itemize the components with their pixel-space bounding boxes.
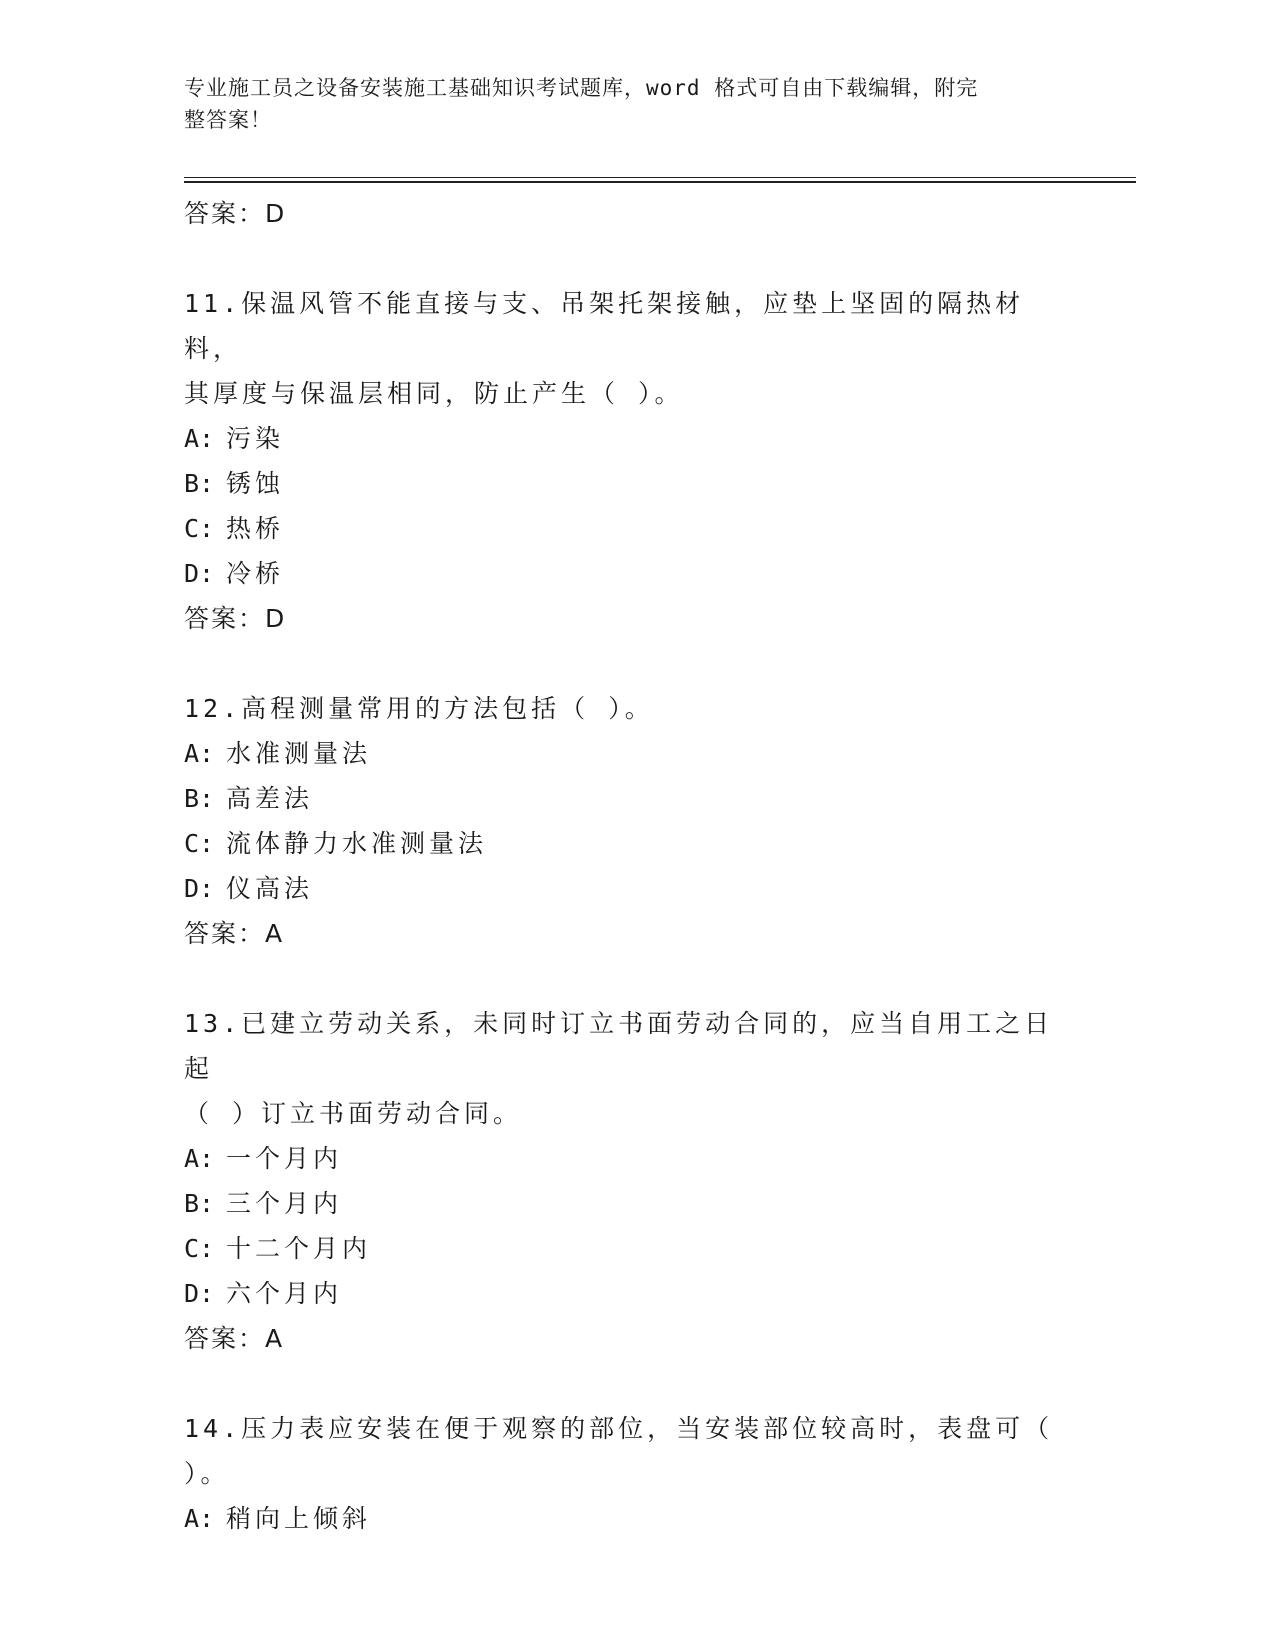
question-spacer [184, 956, 1064, 1001]
question-block [184, 686, 1064, 956]
option-text: 冷桥 [226, 559, 285, 588]
question-stem-line: 12.高程测量常用的方法包括（ ）。 [184, 694, 654, 723]
option-text: 一个月内 [226, 1144, 343, 1173]
question-block [184, 1406, 1064, 1541]
option-row [184, 416, 1064, 461]
option-row [184, 866, 1064, 911]
header-line-2: 整答案！ [184, 108, 272, 132]
option-row [184, 731, 1064, 776]
question-stem-line: ）。 [184, 1459, 230, 1488]
answer-value: A [265, 1324, 285, 1353]
question-stem-line: （ ）订立书面劳动合同。 [184, 1099, 523, 1128]
option-label: D: [184, 1279, 215, 1308]
option-text: 污染 [226, 424, 285, 453]
option-row [184, 1496, 1064, 1541]
option-label: A: [184, 1504, 215, 1533]
option-label: B: [184, 1189, 215, 1218]
answer-line [184, 911, 1064, 956]
option-label: A: [184, 739, 215, 768]
option-text: 六个月内 [226, 1279, 343, 1308]
option-text: 热桥 [226, 514, 285, 543]
question-stem-line: 其厚度与保温层相同，防止产生（ ）。 [184, 379, 684, 408]
option-text: 十二个月内 [226, 1234, 372, 1263]
option-label: A: [184, 1144, 215, 1173]
option-row [184, 1136, 1064, 1181]
header-divider-thick [184, 181, 1136, 183]
option-row [184, 1271, 1064, 1316]
questions-container [184, 236, 1064, 1541]
answer-line [184, 596, 1064, 641]
header-divider-thin [184, 177, 1136, 178]
option-label: C: [184, 829, 215, 858]
option-label: C: [184, 514, 215, 543]
option-text: 三个月内 [226, 1189, 343, 1218]
question-block [184, 281, 1064, 641]
option-row [184, 461, 1064, 506]
option-text: 稍向上倾斜 [226, 1504, 372, 1533]
answer-prefix: 答案： [184, 919, 266, 948]
option-row [184, 821, 1064, 866]
answer-value: A [265, 919, 285, 948]
question-block [184, 1001, 1064, 1361]
option-text: 水准测量法 [226, 739, 372, 768]
question-stem-line: 11.保温风管不能直接与支、吊架托架接触，应垫上坚固的隔热材料， [184, 289, 1025, 363]
option-text: 锈蚀 [226, 469, 285, 498]
option-label: D: [184, 874, 215, 903]
option-row [184, 551, 1064, 596]
option-label: B: [184, 784, 215, 813]
answer-value: D [265, 604, 287, 633]
question-stem-line: 13.已建立劳动关系，未同时订立书面劳动合同的，应当自用工之日起 [184, 1009, 1054, 1083]
answer-line [184, 1316, 1064, 1361]
option-label: C: [184, 1234, 215, 1263]
option-row [184, 1181, 1064, 1226]
option-row [184, 506, 1064, 551]
header-line-1: 专业施工员之设备安装施工基础知识考试题库，word 格式可自由下载编辑，附完 [184, 76, 979, 100]
option-label: D: [184, 559, 215, 588]
previous-answer [184, 191, 1064, 236]
question-stem-line: 14.压力表应安装在便于观察的部位，当安装部位较高时，表盘可（ [184, 1414, 1054, 1443]
question-spacer [184, 1361, 1064, 1406]
option-text: 仪高法 [226, 874, 314, 903]
answer-prefix: 答案： [184, 604, 266, 633]
option-label: A: [184, 424, 215, 453]
question-spacer [184, 641, 1064, 686]
question-list [184, 191, 1064, 1541]
option-text: 流体静力水准测量法 [226, 829, 488, 858]
option-row [184, 1226, 1064, 1271]
option-row [184, 776, 1064, 821]
answer-prefix: 答案： [184, 1324, 266, 1353]
question-spacer [184, 236, 1064, 281]
page-header [184, 72, 1064, 136]
answer-prefix: 答案： [184, 199, 266, 228]
option-label: B: [184, 469, 215, 498]
answer-value: D [265, 199, 287, 228]
option-text: 高差法 [226, 784, 314, 813]
